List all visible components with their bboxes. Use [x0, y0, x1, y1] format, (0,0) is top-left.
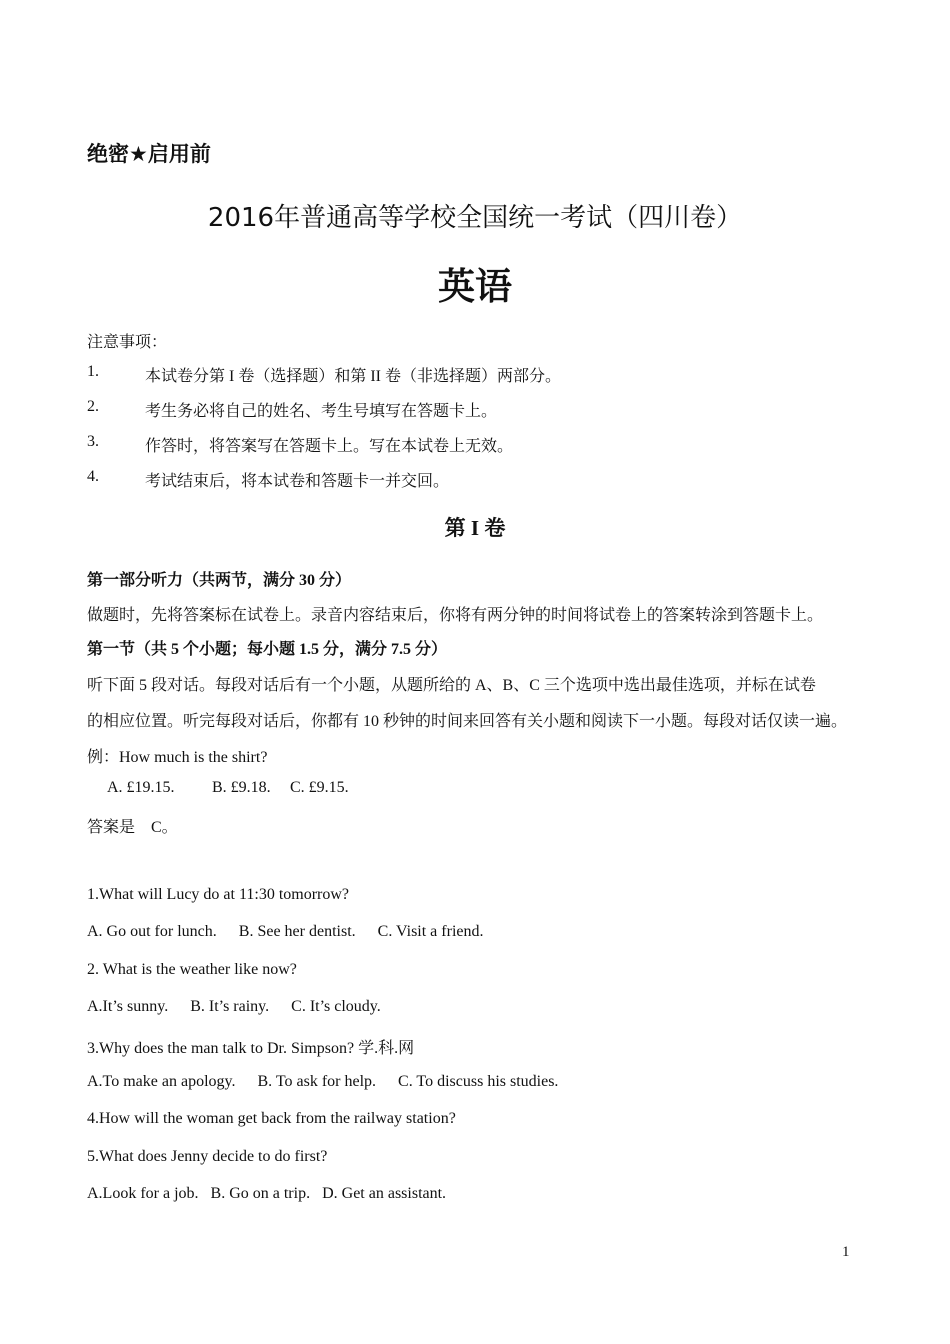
option-c: C. Visit a friend. [377, 923, 484, 940]
option-d: D. Get an assistant. [322, 1185, 447, 1202]
notice-heading: 注意事项： [87, 334, 168, 351]
section1-instruction-line1: 听下面 5 段对话。每段对话后有一个小题，从题所给的 A、B、C 三个选项中选出最佳选项，并标在试卷 [87, 677, 816, 694]
example-answer: 答案是 C。 [87, 819, 178, 836]
option-a: A. Go out for lunch. [87, 923, 217, 940]
option-c: C. It’s cloudy. [291, 998, 381, 1015]
section1-instruction-line2: 的相应位置。听完每段对话后，你都有 10 秒钟的时间来回答有关小题和阅读下一小题。每段对话仅读一遍。 [87, 713, 848, 730]
question-text: 1.What will Lucy do at 11:30 tomorrow? [87, 886, 350, 903]
notice-item-text: 作答时，将答案写在答题卡上。写在本试卷上无效。 [145, 438, 514, 455]
question-options [87, 923, 483, 941]
question-text: 4.How will the woman get back from the railway station? [87, 1110, 456, 1127]
option-c: C. To discuss his studies. [398, 1073, 559, 1090]
option-b: B. See her dentist. [238, 923, 356, 940]
option-b: B. To ask for help. [257, 1073, 377, 1090]
question-options [87, 1073, 558, 1091]
confidential-label: 绝密★启用前 [87, 142, 211, 166]
notice-item-text: 考生务必将自己的姓名、考生号填写在答题卡上。 [145, 403, 498, 420]
page-number: 1 [842, 1244, 850, 1260]
part1-instruction: 做题时，先将答案标在试卷上。录音内容结束后，你将有两分钟的时间将试卷上的答案转涂到答题卡上。 [87, 607, 824, 624]
volume-title: 第 I 卷 [444, 516, 506, 540]
section1-heading: 第一节（共 5 个小题；每小题 1.5 分，满分 7.5 分） [87, 641, 448, 658]
notice-item-text: 本试卷分第 I 卷（选择题）和第 II 卷（非选择题）两部分。 [145, 368, 561, 385]
subject-title: 英语 [438, 265, 512, 308]
example-option-c: C. £9.15. [290, 779, 349, 796]
question-text: 3.Why does the man talk to Dr. Simpson? 学.科.网 [87, 1040, 415, 1057]
option-b: B. Go on a trip. [210, 1185, 311, 1202]
notice-item-number: 2. [87, 398, 99, 415]
notice-item-number: 1. [87, 363, 99, 380]
option-a: A.It’s sunny. [87, 998, 169, 1015]
example-option-a: A. £19.15. [107, 779, 175, 796]
notice-item-text: 考试结束后，将本试卷和答题卡一并交回。 [145, 473, 450, 490]
notice-item-number: 4. [87, 468, 99, 485]
option-a: A.To make an apology. [87, 1073, 236, 1090]
question-options [87, 998, 381, 1016]
exam-title: 2016年普通高等学校全国统一考试（四川卷） [207, 203, 743, 233]
option-b: B. It’s rainy. [190, 998, 270, 1015]
question-options [87, 1185, 446, 1203]
example-question: 例：How much is the shirt? [87, 749, 268, 766]
notice-item-number: 3. [87, 433, 99, 450]
part1-heading: 第一部分听力（共两节，满分 30 分） [87, 572, 352, 589]
question-text: 5.What does Jenny decide to do first? [87, 1148, 328, 1165]
question-text: 2. What is the weather like now? [87, 961, 297, 978]
example-option-b: B. £9.18. [212, 779, 271, 796]
option-a: A.Look for a job. [87, 1185, 199, 1202]
